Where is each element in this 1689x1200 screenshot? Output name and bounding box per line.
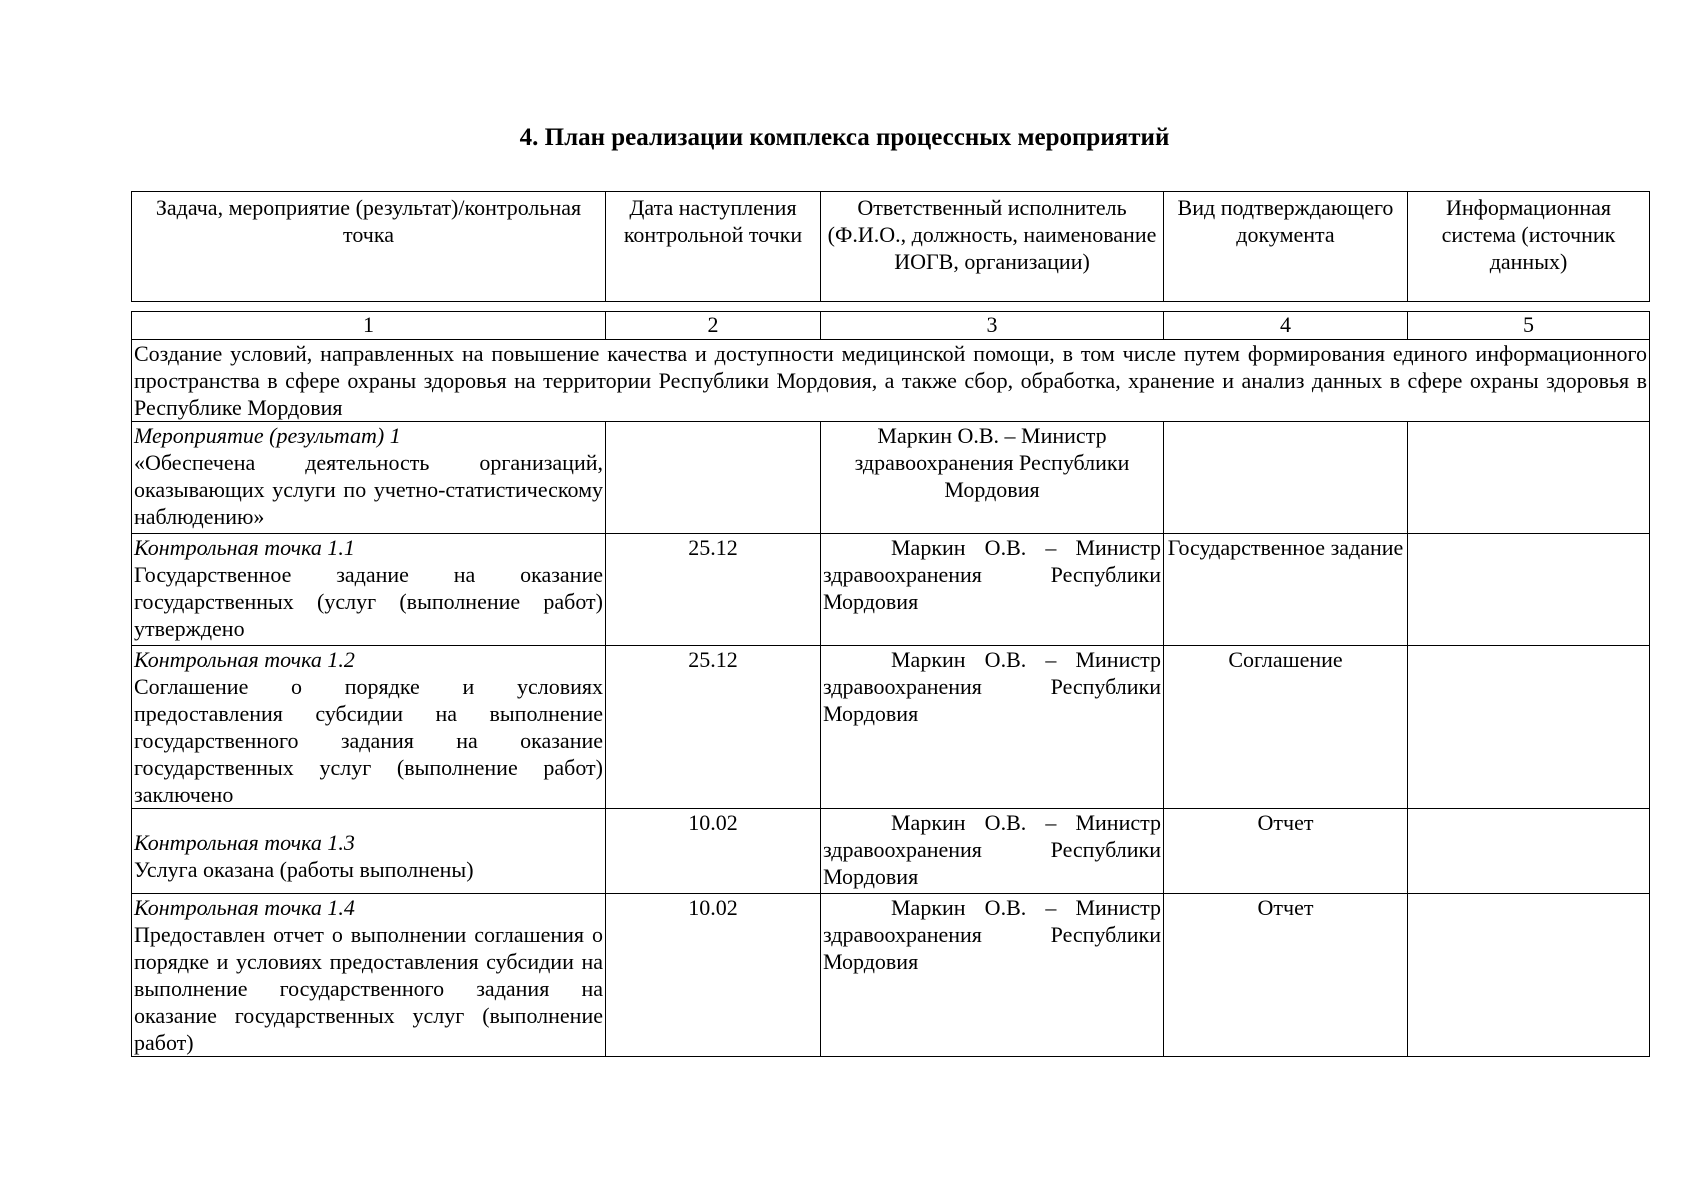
row-name-cell (132, 534, 606, 646)
row-responsible: Маркин О.В. – Министр здравоохранения Республики Мордовия (821, 422, 1164, 534)
header-task: Задача, мероприятие (результат)/контрольная точка (132, 192, 606, 302)
header-table (131, 191, 1650, 302)
column-number: 4 (1164, 312, 1408, 340)
row-document: Соглашение (1164, 646, 1408, 809)
column-number: 2 (606, 312, 821, 340)
row-label: Контрольная точка 1.3 (134, 830, 355, 855)
row-responsible: Маркин О.В. – Министр здравоохранения Республики Мордовия (821, 894, 1164, 1057)
row-date (606, 422, 821, 534)
row-text: Соглашение о порядке и условиях предоставления субсидии на выполнение государственного задания на оказание государственных услуг (выполнение работ) заключено (134, 674, 603, 807)
row-date: 25.12 (606, 646, 821, 809)
table-row (132, 809, 1650, 894)
task-row (132, 340, 1650, 422)
row-document (1164, 422, 1408, 534)
row-label: Контрольная точка 1.2 (134, 647, 355, 672)
column-numbers-row (132, 312, 1650, 340)
row-text: «Обеспечена деятельность организаций, оказывающих услуги по учетно-статистическому наблюдению» (134, 450, 603, 529)
row-text: Услуга оказана (работы выполнены) (134, 857, 474, 882)
row-label: Контрольная точка 1.4 (134, 895, 355, 920)
table-row (132, 894, 1650, 1057)
column-number: 3 (821, 312, 1164, 340)
task-text: Создание условий, направленных на повышение качества и доступности медицинской помощи, в том числе путем формирования единого информационного пространства в сфере охраны здоровья на территории Республики Мордовия, а также сбор, обработка, хранение и анализ данных в сфере охраны здоровья в Республике Мордовия (132, 340, 1650, 422)
table-row (132, 646, 1650, 809)
row-system (1408, 422, 1650, 534)
row-document: Отчет (1164, 894, 1408, 1057)
row-document: Государственное задание (1164, 534, 1408, 646)
row-system (1408, 894, 1650, 1057)
row-name-cell (132, 646, 606, 809)
column-number: 5 (1408, 312, 1650, 340)
table-row (132, 534, 1650, 646)
row-label: Мероприятие (результат) 1 (134, 423, 401, 448)
header-responsible: Ответственный исполнитель (Ф.И.О., должность, наименование ИОГВ, организации) (821, 192, 1164, 302)
header-document: Вид подтверждающего документа (1164, 192, 1408, 302)
row-document: Отчет (1164, 809, 1408, 894)
header-system: Информационная система (источник данных) (1408, 192, 1650, 302)
row-date: 10.02 (606, 894, 821, 1057)
row-system (1408, 809, 1650, 894)
row-date: 10.02 (606, 809, 821, 894)
row-label: Контрольная точка 1.1 (134, 535, 355, 560)
header-row (132, 192, 1650, 302)
page-title: 4. План реализации комплекса процессных мероприятий (519, 124, 1170, 151)
row-name-cell (132, 894, 606, 1057)
table-row (132, 422, 1650, 534)
header-date: Дата наступления контрольной точки (606, 192, 821, 302)
row-system (1408, 646, 1650, 809)
plan-table (131, 311, 1650, 1057)
column-number: 1 (132, 312, 606, 340)
row-responsible: Маркин О.В. – Министр здравоохранения Республики Мордовия (821, 809, 1164, 894)
row-system (1408, 534, 1650, 646)
row-text: Государственное задание на оказание государственных (услуг (выполнение работ) утверждено (134, 562, 603, 641)
row-name-cell (132, 422, 606, 534)
row-date: 25.12 (606, 534, 821, 646)
row-responsible: Маркин О.В. – Министр здравоохранения Республики Мордовия (821, 646, 1164, 809)
row-name-cell (132, 809, 606, 894)
row-text: Предоставлен отчет о выполнении соглашения о порядке и условиях предоставления субсидии на выполнение государственного задания на оказание государственных услуг (выполнение работ) (134, 922, 603, 1055)
row-responsible: Маркин О.В. – Министр здравоохранения Республики Мордовия (821, 534, 1164, 646)
